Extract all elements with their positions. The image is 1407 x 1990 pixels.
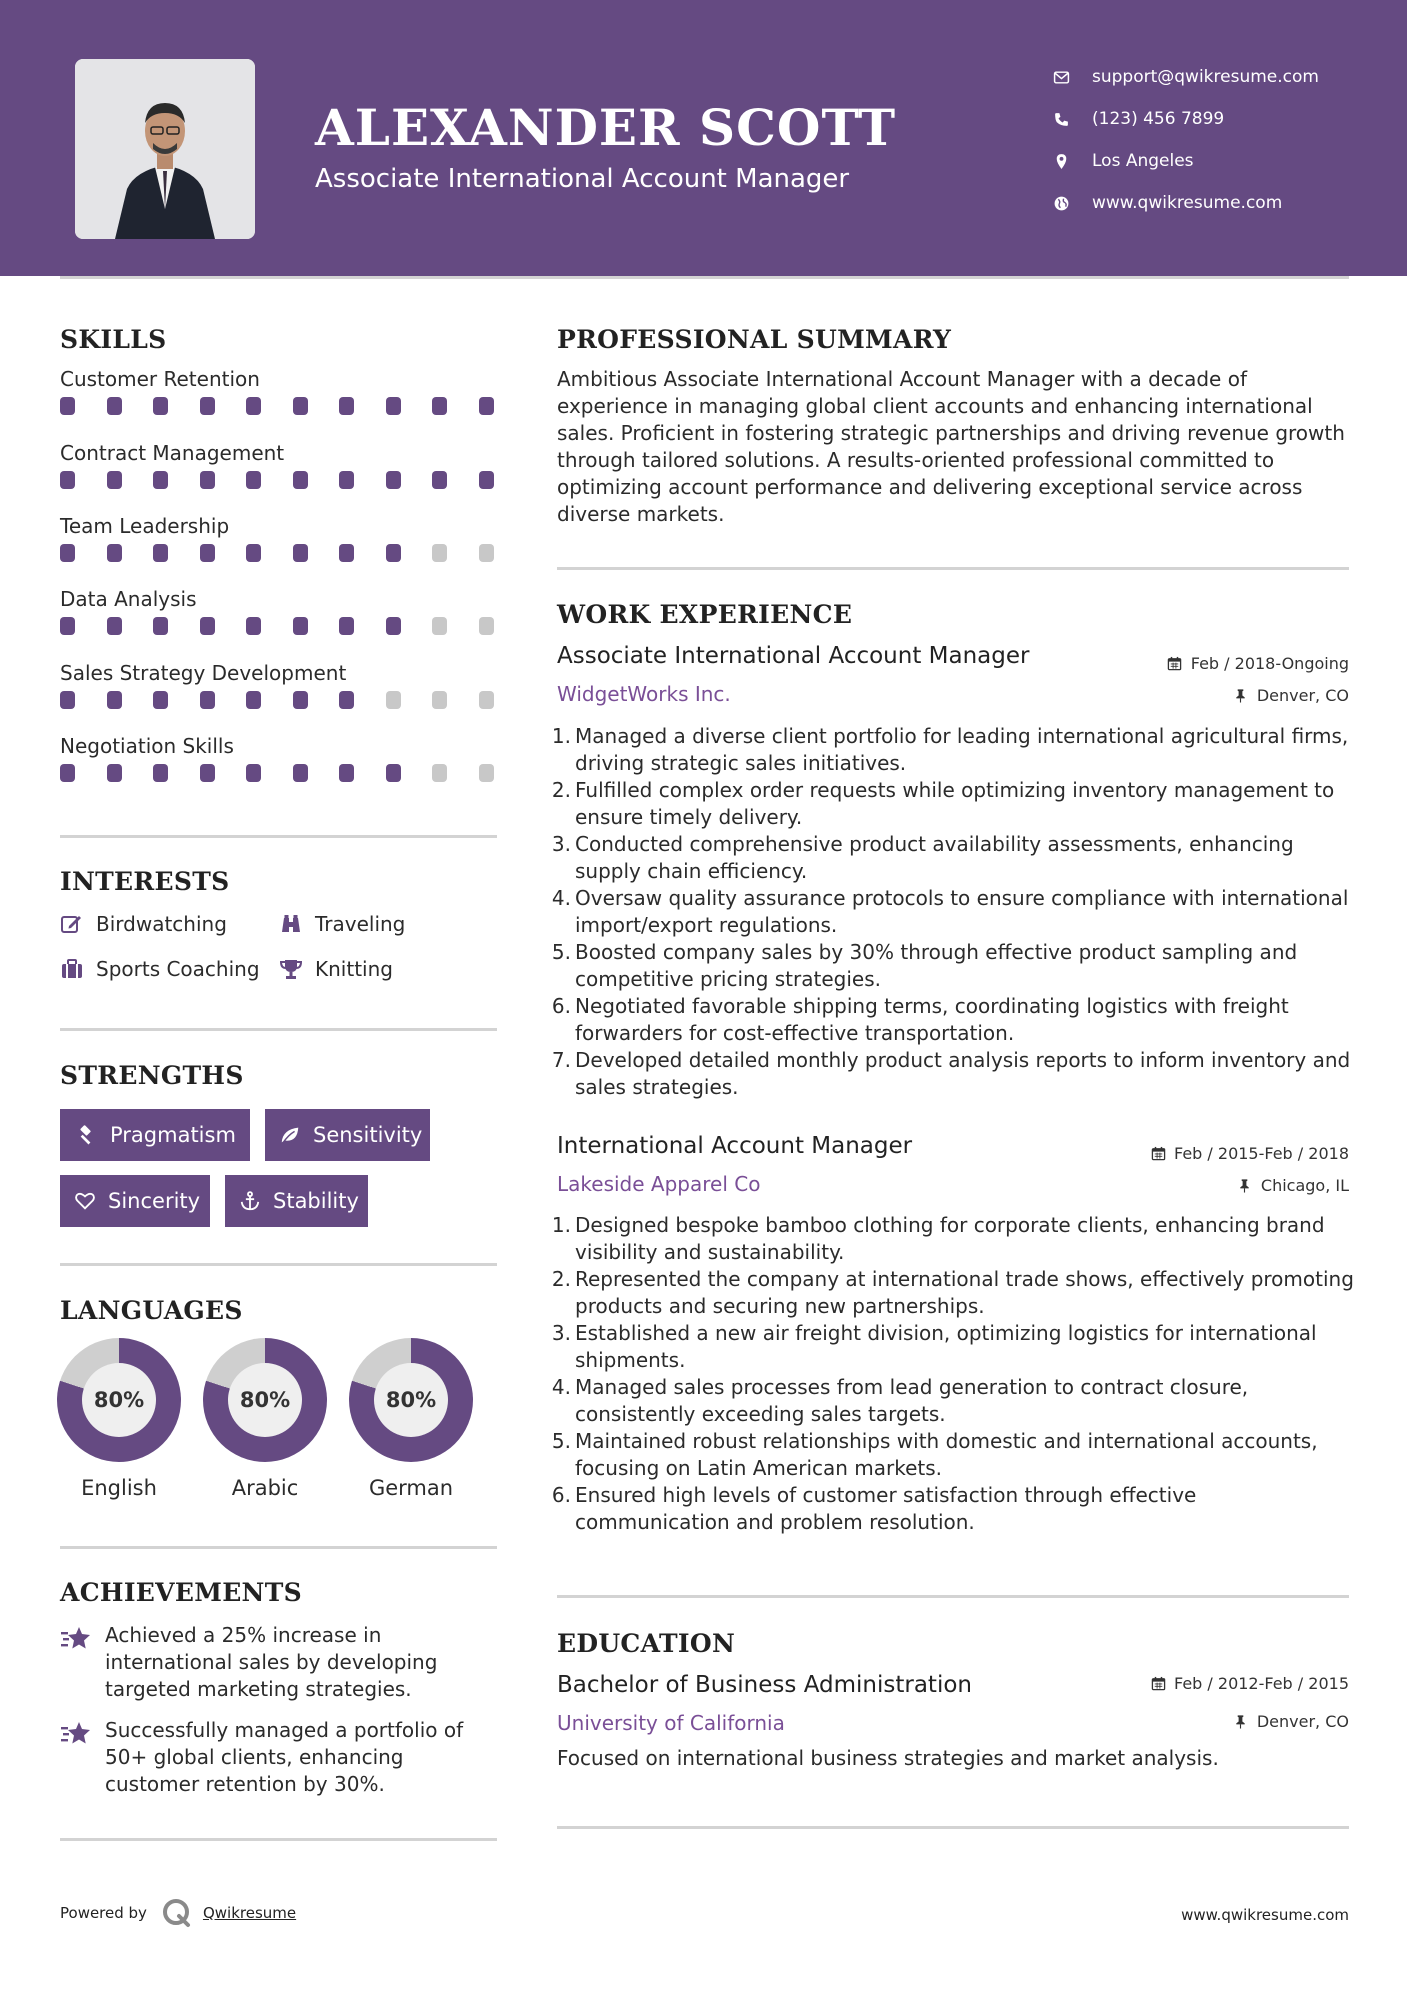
skill-dot	[60, 397, 75, 415]
skill-dot	[432, 471, 447, 489]
envelope-icon	[1050, 66, 1072, 88]
skill-dot	[107, 397, 122, 415]
skill-dot	[153, 764, 168, 782]
education-dates-text: Feb / 2012-Feb / 2015	[1174, 1674, 1349, 1693]
pencil-square-icon	[60, 912, 84, 936]
skill-dot	[153, 691, 168, 709]
job-duties	[551, 723, 1357, 1101]
contact-location-text: Los Angeles	[1092, 151, 1194, 171]
skills-divider	[60, 835, 497, 838]
gavel-icon	[74, 1123, 98, 1147]
header-banner	[0, 0, 1407, 276]
skill-dot	[246, 471, 261, 489]
duty-item: 4. Oversaw quality assurance protocols to ensure compliance with international import/export regulations.	[551, 886, 1349, 937]
skill-name: Contract Management	[60, 441, 285, 465]
skill-dot	[293, 544, 308, 562]
duty-item: 4. Managed sales processes from lead generation to contract closure, consistently exceeding sales targets.	[551, 1375, 1249, 1426]
skill-name: Negotiation Skills	[60, 734, 234, 758]
map-pin-icon	[1050, 150, 1072, 172]
contact-website[interactable]	[1050, 182, 1390, 224]
strength-pragmatism	[60, 1109, 250, 1161]
skill-dot	[386, 544, 401, 562]
brand-link[interactable]: Qwikresume	[202, 1904, 297, 1922]
trophy-icon	[279, 957, 303, 981]
skill-rating	[60, 544, 500, 564]
skill-dot	[246, 691, 261, 709]
skills-heading: SKILLS	[60, 325, 167, 354]
duty-item: 2. Represented the company at international trade shows, effectively promoting products and securing new partnerships.	[551, 1267, 1354, 1318]
strength-label: Pragmatism	[110, 1123, 236, 1147]
company-name: WidgetWorks Inc.	[557, 682, 731, 706]
interest-label: Sports Coaching	[96, 957, 260, 981]
skill-dot	[246, 617, 261, 635]
language-name: Arabic	[231, 1476, 299, 1500]
pushpin-icon	[1233, 1714, 1249, 1730]
skill-dot	[153, 471, 168, 489]
skill-name: Sales Strategy Development	[60, 661, 347, 685]
interests-heading: INTERESTS	[60, 867, 230, 896]
duty-item: 1. Managed a diverse client portfolio for leading international agricultural firms, driving strategic sales initiatives.	[551, 724, 1349, 775]
skill-dot	[432, 544, 447, 562]
skill-rating	[60, 691, 500, 711]
strength-label: Sincerity	[108, 1189, 201, 1213]
contact-email[interactable]	[1050, 56, 1390, 98]
skill-item	[60, 441, 500, 491]
contact-email-text: support@qwikresume.com	[1092, 67, 1319, 87]
skill-dot	[479, 764, 494, 782]
job-title: Associate International Account Manager	[557, 643, 1030, 669]
skill-dot	[200, 764, 215, 782]
footer-powered-by	[60, 1897, 296, 1929]
skill-dot	[246, 544, 261, 562]
candidate-name: ALEXANDER SCOTT	[315, 98, 897, 157]
binoculars-icon	[279, 912, 303, 936]
calendar-icon	[1150, 1146, 1166, 1162]
calendar-icon	[1167, 656, 1183, 672]
language-english	[57, 1338, 181, 1500]
education-dates	[1150, 1674, 1349, 1693]
skill-rating	[60, 617, 500, 637]
skill-dot	[60, 691, 75, 709]
skill-dot	[293, 471, 308, 489]
job-dates-text: Feb / 2018-Ongoing	[1190, 654, 1349, 673]
experience-heading: WORK EXPERIENCE	[557, 600, 853, 629]
skill-dot	[339, 764, 354, 782]
footer-url[interactable]: www.qwikresume.com	[1181, 1906, 1349, 1924]
contact-phone[interactable]	[1050, 98, 1390, 140]
skill-dot	[339, 691, 354, 709]
job-location	[1233, 686, 1349, 705]
heart-icon	[74, 1189, 96, 1213]
achievement-text: Successfully managed a portfolio of 50+ global clients, enhancing customer retention by 30%.	[105, 1718, 464, 1796]
duty-item: 2. Fulfilled complex order requests while optimizing inventory management to ensure timely delivery.	[551, 778, 1335, 829]
skill-dot	[246, 764, 261, 782]
skill-dot	[107, 471, 122, 489]
language-percent: 80%	[228, 1363, 302, 1437]
job-location	[1237, 1176, 1349, 1195]
skill-dot	[339, 544, 354, 562]
skill-dot	[200, 691, 215, 709]
skill-dot	[293, 397, 308, 415]
skill-dot	[200, 617, 215, 635]
powered-by-label: Powered by	[60, 1904, 147, 1922]
skill-dot	[60, 764, 75, 782]
skill-item	[60, 734, 500, 784]
skill-dot	[432, 617, 447, 635]
duty-item: 6. Negotiated favorable shipping terms, coordinating logistics with freight forwarders for cost-effective transportation.	[551, 994, 1289, 1045]
interest-birdwatching	[60, 912, 227, 936]
languages-divider	[60, 1546, 497, 1549]
skill-dot	[107, 764, 122, 782]
interest-knitting	[279, 957, 393, 981]
duty-item: 5. Boosted company sales by 30% through effective product sampling and competitive pricing strategies.	[551, 940, 1298, 991]
duty-item: 5. Maintained robust relationships with domestic and international accounts, focusing on Latin American markets.	[551, 1429, 1318, 1480]
skill-dot	[60, 617, 75, 635]
skill-dot	[246, 397, 261, 415]
skill-item	[60, 587, 500, 637]
achievements-heading: ACHIEVEMENTS	[60, 1578, 302, 1607]
contact-list	[1050, 56, 1390, 224]
duty-item: 3. Conducted comprehensive product availability assessments, enhancing supply chain efficiency.	[551, 832, 1294, 883]
language-percent: 80%	[82, 1363, 156, 1437]
summary-text: Ambitious Associate International Account Manager with a decade of experience in managing global client accounts and enhancing international sales. Proficient in fostering strategic partnerships and driving revenue growth through tailored solutions. A results-oriented professional committed to optimizing account performance and delivering exceptional service across diverse markets.	[557, 367, 1345, 526]
profile-photo	[75, 59, 255, 239]
contact-phone-text: (123) 456 7899	[1092, 109, 1225, 129]
languages-heading: LANGUAGES	[60, 1296, 243, 1325]
skill-dot	[60, 544, 75, 562]
duty-item: 6. Ensured high levels of customer satisfaction through effective communication and problem resolution.	[551, 1483, 1197, 1534]
skill-dot	[479, 617, 494, 635]
degree-title: Bachelor of Business Administration	[557, 1672, 972, 1698]
skill-dot	[386, 691, 401, 709]
duty-item: 3. Established a new air freight division, optimizing logistics for international shipments.	[551, 1321, 1317, 1372]
skill-dot	[432, 691, 447, 709]
interest-label: Birdwatching	[96, 912, 227, 936]
strength-label: Sensitivity	[313, 1123, 423, 1147]
duty-item: 1. Designed bespoke bamboo clothing for corporate clients, enhancing brand visibility and sustainability.	[551, 1213, 1325, 1264]
calendar-icon	[1150, 1676, 1166, 1692]
interests-divider	[60, 1028, 497, 1031]
skill-item	[60, 661, 500, 711]
skill-dot	[153, 617, 168, 635]
skill-dot	[200, 544, 215, 562]
skill-dot	[200, 397, 215, 415]
star-icon	[60, 1624, 92, 1703]
skill-dot	[339, 617, 354, 635]
education-location	[1233, 1712, 1349, 1731]
skill-dot	[432, 764, 447, 782]
globe-icon	[1050, 192, 1072, 214]
achievement-item	[60, 1717, 500, 1798]
strengths-heading: STRENGTHS	[60, 1061, 244, 1090]
achievements-divider	[60, 1838, 497, 1841]
skill-dot	[107, 691, 122, 709]
skill-dot	[339, 471, 354, 489]
skill-dot	[200, 471, 215, 489]
skill-dot	[386, 617, 401, 635]
language-ring	[57, 1338, 181, 1462]
skill-name: Team Leadership	[60, 514, 230, 538]
interest-label: Knitting	[315, 957, 393, 981]
school-name: University of California	[557, 1711, 785, 1735]
interest-label: Traveling	[315, 912, 406, 936]
language-ring	[203, 1338, 327, 1462]
interest-traveling	[279, 912, 405, 936]
header-divider	[60, 276, 1349, 279]
language-german	[349, 1338, 473, 1500]
contact-website-text: www.qwikresume.com	[1092, 193, 1283, 213]
skill-dot	[386, 397, 401, 415]
duty-item: 7. Developed detailed monthly product analysis reports to inform inventory and sales strategies.	[551, 1048, 1351, 1099]
skill-name: Customer Retention	[60, 367, 260, 391]
language-name: German	[368, 1476, 454, 1500]
pushpin-icon	[1233, 688, 1249, 704]
language-percent: 80%	[374, 1363, 448, 1437]
qwikresume-logo-icon	[161, 1897, 193, 1929]
skill-dot	[293, 764, 308, 782]
education-location-text: Denver, CO	[1256, 1712, 1349, 1731]
language-name: English	[81, 1476, 157, 1500]
job-title: International Account Manager	[557, 1133, 913, 1159]
skill-dot	[293, 691, 308, 709]
skill-dot	[386, 764, 401, 782]
job-duties	[551, 1212, 1357, 1536]
education-heading: EDUCATION	[557, 1629, 736, 1658]
skill-item	[60, 514, 500, 564]
experience-divider	[557, 1595, 1349, 1598]
pushpin-icon	[1237, 1178, 1253, 1194]
phone-icon	[1050, 108, 1072, 130]
job-dates	[1167, 654, 1349, 673]
skill-dot	[479, 544, 494, 562]
job-dates	[1150, 1144, 1349, 1163]
strength-stability	[225, 1175, 368, 1227]
education-description: Focused on international business strategies and market analysis.	[557, 1746, 1219, 1770]
job-location-text: Denver, CO	[1256, 686, 1349, 705]
skill-dot	[153, 397, 168, 415]
skill-dot	[153, 544, 168, 562]
skill-dot	[107, 617, 122, 635]
anchor-icon	[239, 1189, 261, 1213]
skill-rating	[60, 397, 500, 417]
skill-dot	[339, 397, 354, 415]
skill-name: Data Analysis	[60, 587, 197, 611]
candidate-title: Associate International Account Manager	[315, 164, 850, 194]
strength-sensitivity	[265, 1109, 430, 1161]
skill-dot	[479, 397, 494, 415]
skill-dot	[293, 617, 308, 635]
skill-dot	[479, 691, 494, 709]
strength-sincerity	[60, 1175, 210, 1227]
interest-sports-coaching	[60, 957, 260, 981]
achievement-item	[60, 1622, 500, 1703]
strength-label: Stability	[273, 1189, 359, 1213]
summary-heading: PROFESSIONAL SUMMARY	[557, 325, 952, 354]
summary-divider	[557, 567, 1349, 570]
company-name: Lakeside Apparel Co	[557, 1172, 761, 1196]
suitcase-icon	[60, 957, 84, 981]
education-divider	[557, 1826, 1349, 1829]
language-ring	[349, 1338, 473, 1462]
achievement-text: Achieved a 25% increase in international sales by developing targeted marketing strategies.	[105, 1623, 438, 1701]
language-arabic	[203, 1338, 327, 1500]
skill-dot	[107, 544, 122, 562]
job-dates-text: Feb / 2015-Feb / 2018	[1174, 1144, 1349, 1163]
strengths-divider	[60, 1263, 497, 1266]
leaf-icon	[279, 1123, 301, 1147]
skill-dot	[386, 471, 401, 489]
contact-location	[1050, 140, 1390, 182]
skill-dot	[432, 397, 447, 415]
skill-rating	[60, 471, 500, 491]
skill-item	[60, 367, 500, 417]
skill-rating	[60, 764, 500, 784]
skill-dot	[479, 471, 494, 489]
star-icon	[60, 1719, 92, 1798]
job-location-text: Chicago, IL	[1260, 1176, 1349, 1195]
skill-dot	[60, 471, 75, 489]
